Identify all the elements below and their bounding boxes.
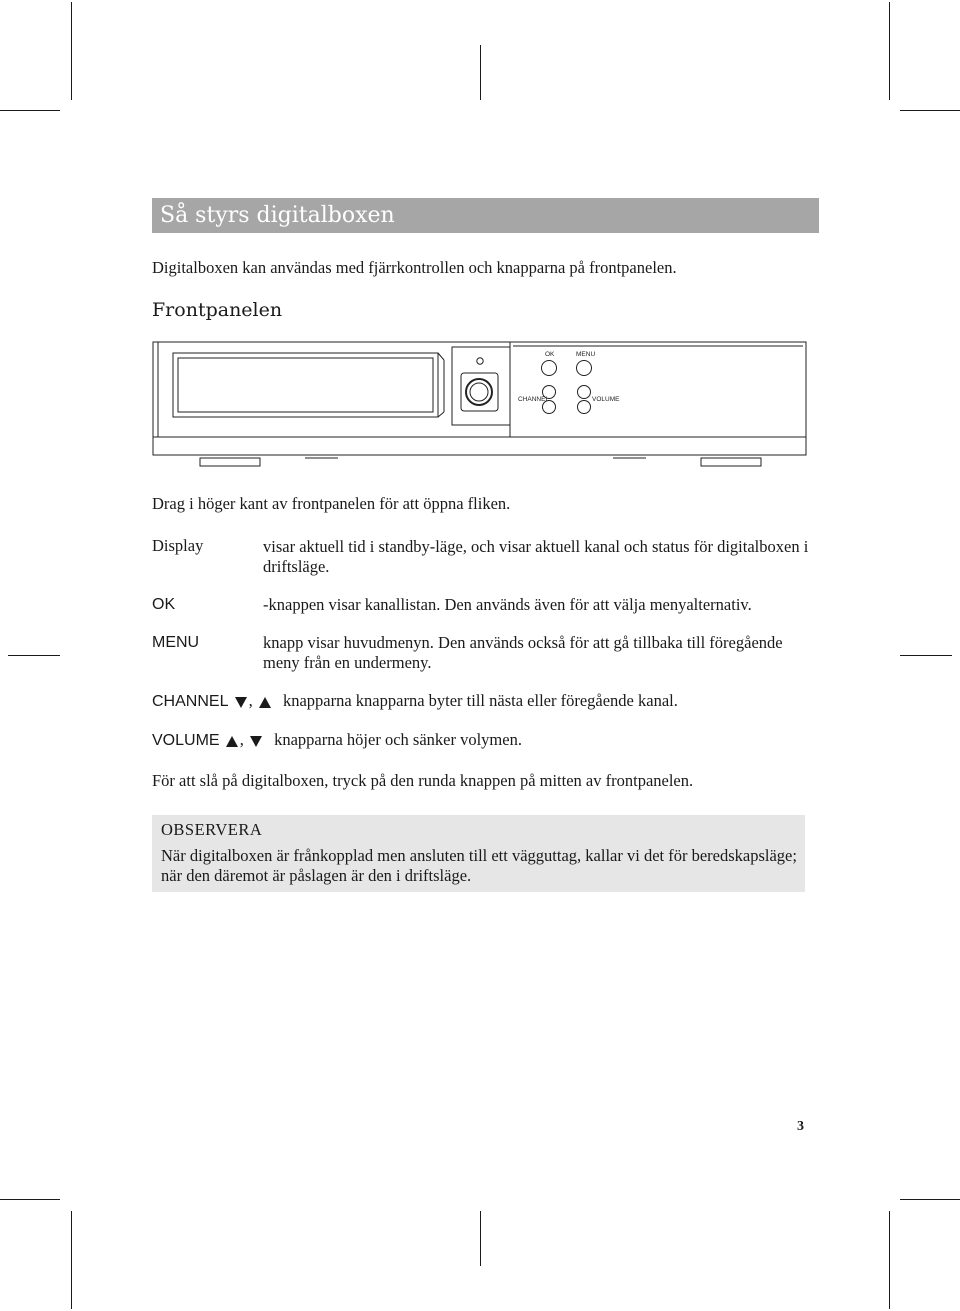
crop-mark	[480, 1211, 481, 1266]
channel-text: knapparna knapparna byter till nästa eller föregående kanal.	[282, 691, 678, 710]
crop-mark	[71, 2, 72, 100]
crop-mark	[889, 2, 890, 100]
power-instruction: För att slå på digitalboxen, tryck på den runda knappen på mitten av frontpanelen.	[152, 771, 694, 790]
crop-mark	[900, 655, 952, 656]
crop-mark	[0, 110, 60, 111]
term-display: Display	[152, 536, 204, 555]
note-title: OBSERVERA	[161, 820, 263, 839]
panel-label-menu: MENU	[576, 351, 596, 358]
arrow-up-icon	[226, 736, 238, 747]
term-ok: OK	[152, 596, 176, 613]
volume-line	[152, 730, 522, 751]
volume-text: knapparna höjer och sänker volymen.	[274, 730, 522, 749]
crop-mark	[8, 655, 60, 656]
front-panel-illustration	[148, 336, 813, 470]
page-number: 3	[797, 1119, 804, 1134]
channel-sep: ,	[248, 691, 253, 710]
panel-label-volume: VOLUME	[592, 396, 620, 403]
crop-mark	[71, 1211, 72, 1309]
volume-term: VOLUME	[152, 732, 220, 749]
panel-label-ok: OK	[545, 351, 555, 358]
intro-text: Digitalboxen kan användas med fjärrkontrollen och knapparna på frontpanelen.	[152, 258, 677, 277]
crop-mark	[900, 110, 960, 111]
note-body: När digitalboxen är frånkopplad men ansluten till ett vägguttag, kallar vi det för beredskapsläge; när den däremot är påslagen är den i driftsläge.	[161, 846, 797, 885]
desc-display: visar aktuell tid i standby-läge, och visar aktuell kanal och status för digitalboxen i driftsläge.	[263, 537, 809, 576]
arrow-up-icon	[259, 697, 271, 708]
note-box	[152, 815, 805, 892]
crop-mark	[900, 1199, 960, 1200]
subheading: Frontpanelen	[152, 299, 283, 321]
desc-menu: knapp visar huvudmenyn. Den används också för att gå tillbaka till föregående meny från en undermeny.	[263, 633, 783, 672]
drag-instruction: Drag i höger kant av frontpanelen för att öppna fliken.	[152, 494, 511, 513]
crop-mark	[889, 1211, 890, 1309]
arrow-down-icon	[250, 736, 262, 747]
crop-mark	[0, 1199, 60, 1200]
channel-term: CHANNEL	[152, 693, 229, 710]
arrow-down-icon	[235, 697, 247, 708]
crop-mark	[480, 45, 481, 100]
term-menu: MENU	[152, 634, 200, 651]
volume-sep: ,	[239, 730, 244, 749]
desc-ok: -knappen visar kanallistan. Den används även för att välja menyalternativ.	[263, 595, 752, 614]
panel-label-channel: CHANNEL	[518, 396, 550, 403]
channel-line	[152, 691, 678, 712]
section-title: Så styrs digitalboxen	[152, 198, 819, 233]
